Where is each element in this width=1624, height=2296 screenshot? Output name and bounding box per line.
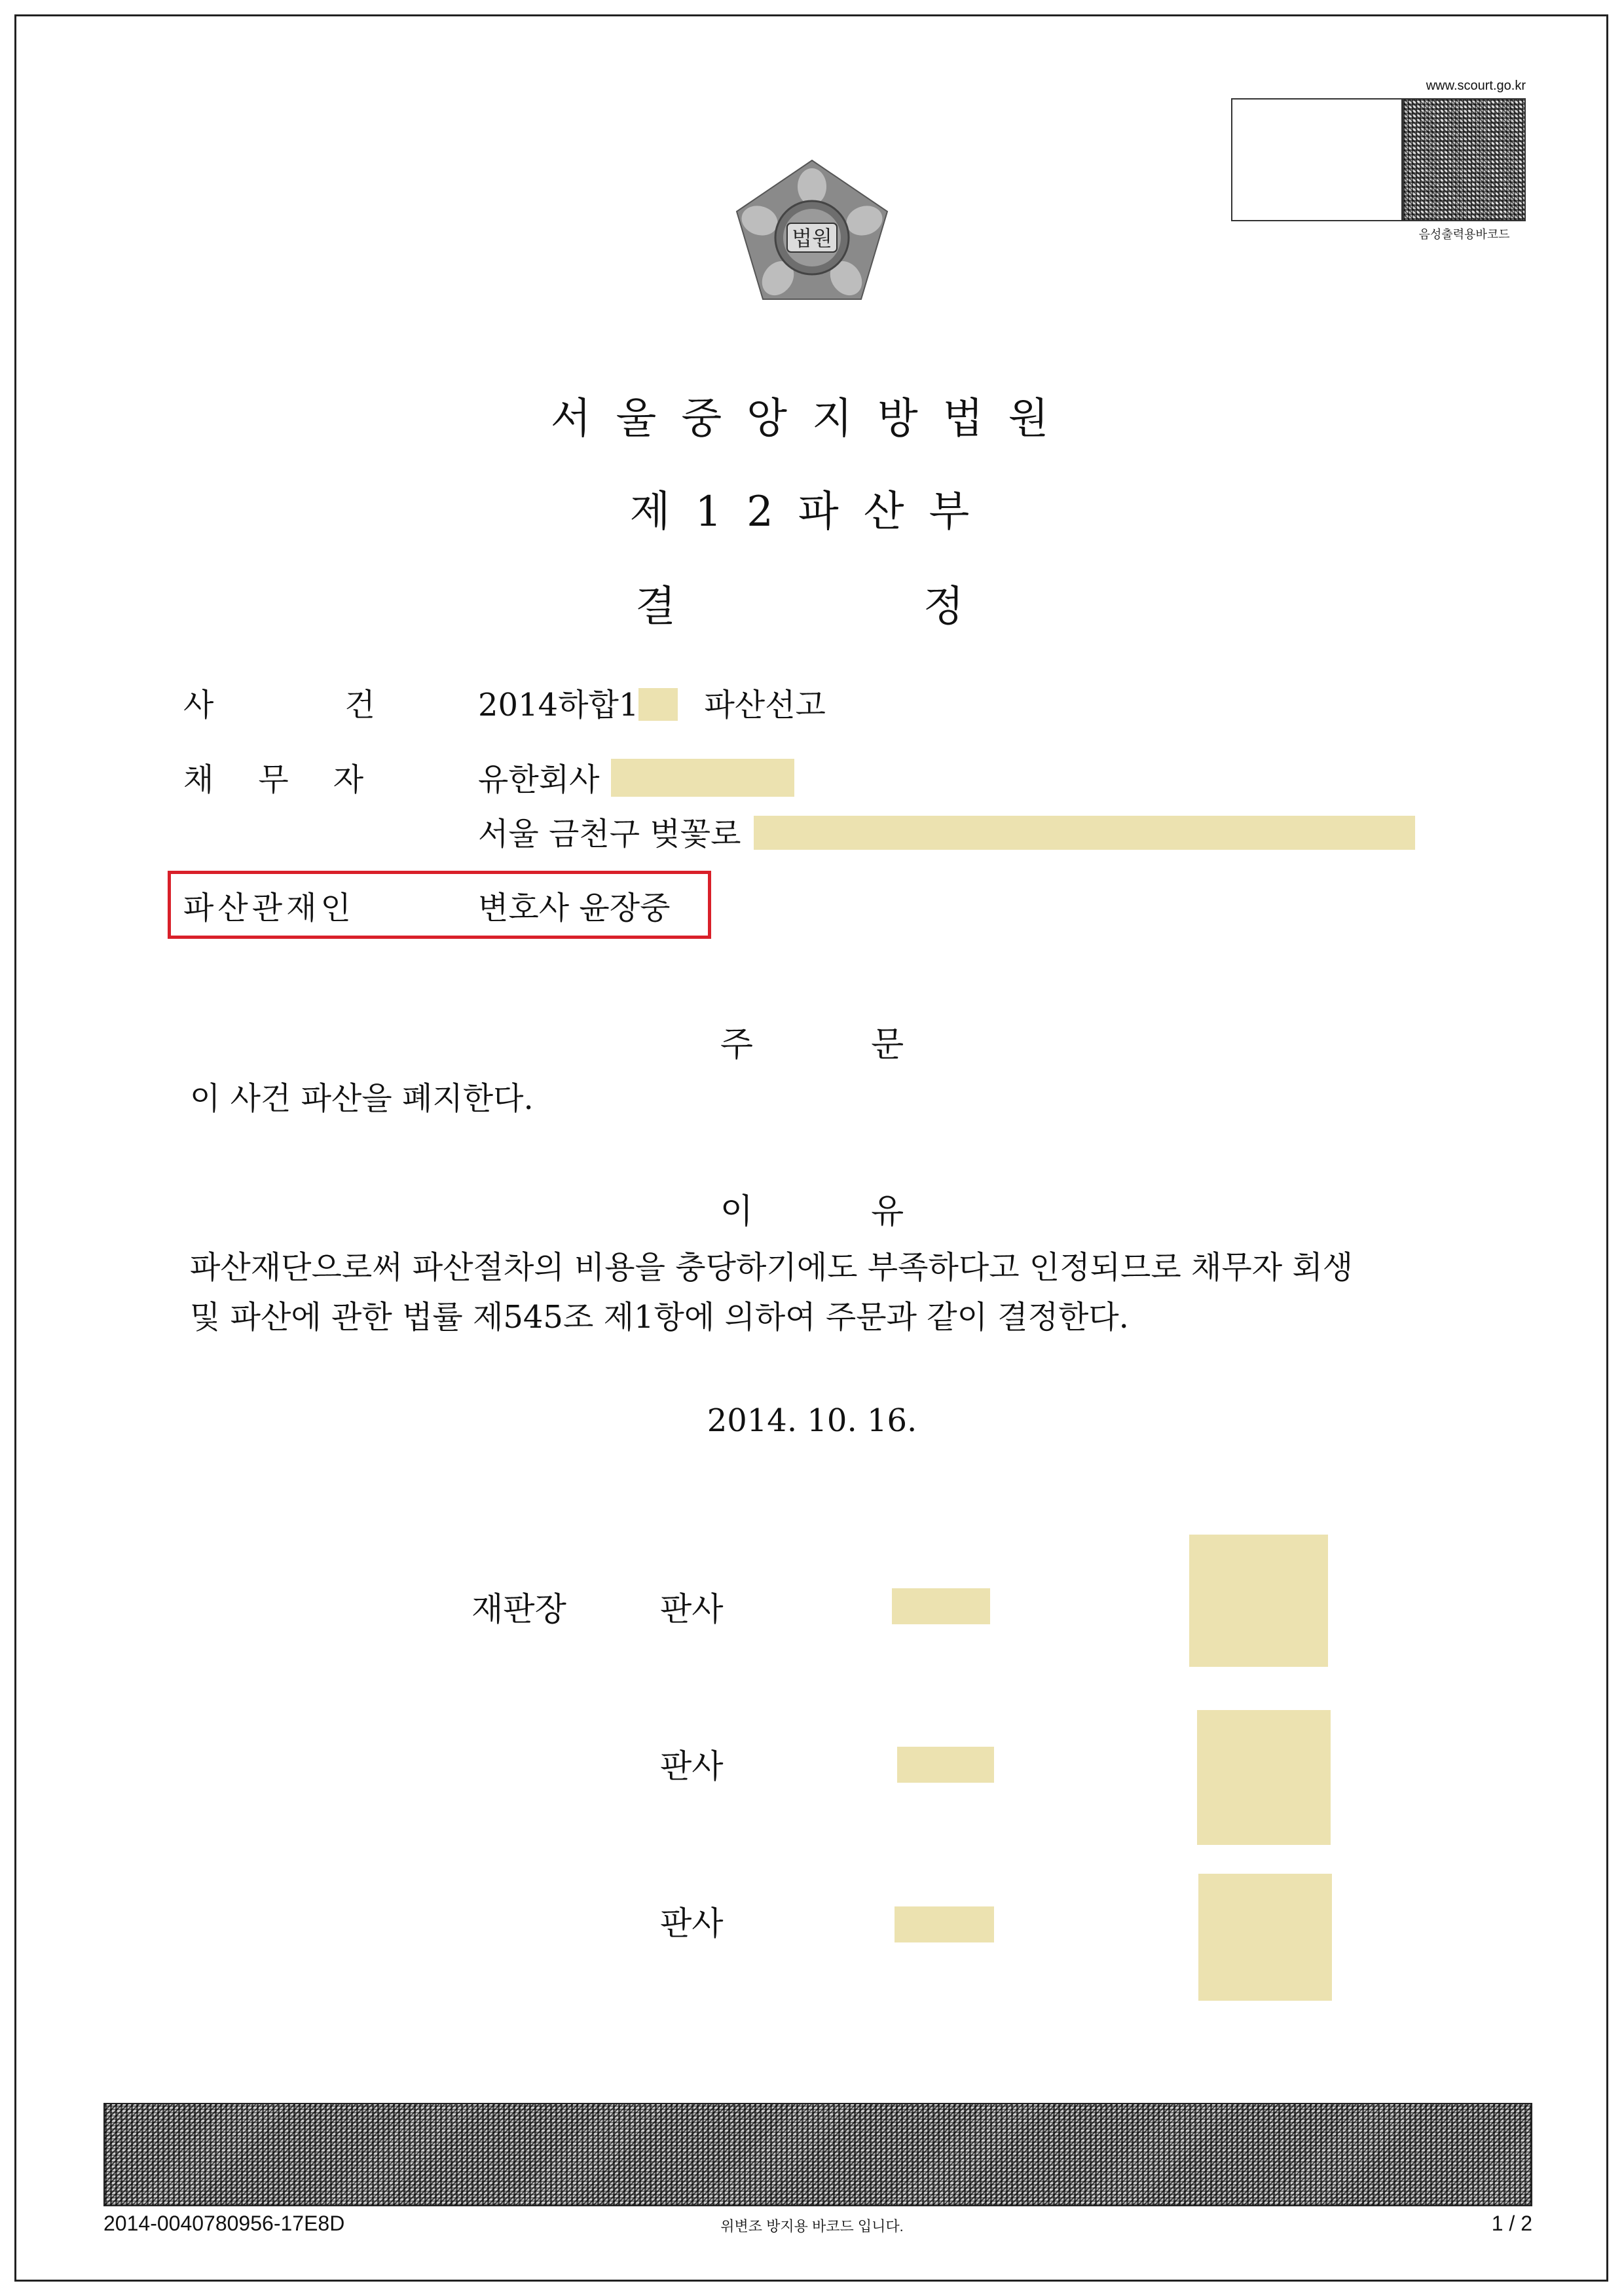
reason-line-1: 파산재단으로써 파산절차의 비용을 충당하기에도 부족하다고 인정되므로 채무자 회생	[190, 1249, 1354, 1286]
case-number: 2014하합1	[478, 687, 639, 723]
judge-name-redaction-2	[897, 1747, 994, 1783]
anti-forgery-barcode-icon	[103, 2103, 1532, 2206]
reason-line-2: 및 파산에 관한 법률 제545조 제1항에 의하여 주문과 같이 결정한다.	[190, 1299, 1129, 1336]
case-number-redaction	[638, 688, 678, 721]
reason-text	[190, 1243, 1467, 1342]
court-url: www.scourt.go.kr	[1426, 79, 1526, 93]
page-frame	[14, 14, 1608, 2282]
judge-label-2: 판사	[660, 1747, 724, 1785]
emblem-text: 법원	[792, 226, 832, 251]
doc-type-right: 정	[923, 583, 989, 631]
court-name: 서울중앙지방법원	[550, 395, 1074, 443]
court-emblem-icon	[727, 154, 897, 311]
judge-seal-redaction-2	[1197, 1710, 1331, 1845]
presiding-label: 재판장	[471, 1590, 566, 1628]
order-heading: 주 문	[720, 1025, 904, 1065]
debtor-name-redaction	[611, 759, 794, 797]
trustee-highlight-box	[168, 871, 711, 939]
document-type	[0, 573, 1624, 633]
page-number: 1 / 2	[1491, 2212, 1532, 2235]
case-type: 파산선고	[704, 687, 826, 723]
trustee-value: 변호사 윤장중	[478, 890, 671, 926]
doc-type-left: 결	[635, 583, 701, 631]
judge-seal-redaction-3	[1198, 1874, 1332, 2001]
barcode-caption: 음성출력용바코드	[1418, 228, 1510, 241]
case-value	[478, 680, 826, 725]
case-label: 사 건	[183, 687, 375, 723]
judge-label-1: 판사	[660, 1590, 724, 1628]
judge-name-redaction-3	[895, 1906, 994, 1942]
debtor-address-redaction	[754, 816, 1415, 850]
debtor-company: 유한회사	[478, 754, 794, 799]
judge-name-redaction-1	[892, 1588, 990, 1624]
debtor-address: 서울 금천구 벚꽃로	[478, 809, 1415, 854]
judge-label-3: 판사	[660, 1904, 724, 1942]
barcode-footer-caption: 위변조 방지용 바코드 입니다.	[720, 2218, 904, 2234]
document-id: 2014-0040780956-17E8D	[103, 2212, 345, 2235]
reason-heading: 이 유	[720, 1192, 904, 1231]
trustee-label: 파산관재인	[183, 890, 355, 926]
order-text: 이 사건 파산을 폐지한다.	[190, 1080, 534, 1117]
decision-date: 2014. 10. 16.	[707, 1402, 917, 1439]
judge-seal-redaction-1	[1189, 1535, 1328, 1667]
division-name: 제12파산부	[629, 488, 995, 536]
barcode-blank-box	[1231, 98, 1403, 221]
audio-barcode-icon	[1403, 98, 1526, 221]
debtor-label: 채 무 자	[183, 761, 364, 798]
